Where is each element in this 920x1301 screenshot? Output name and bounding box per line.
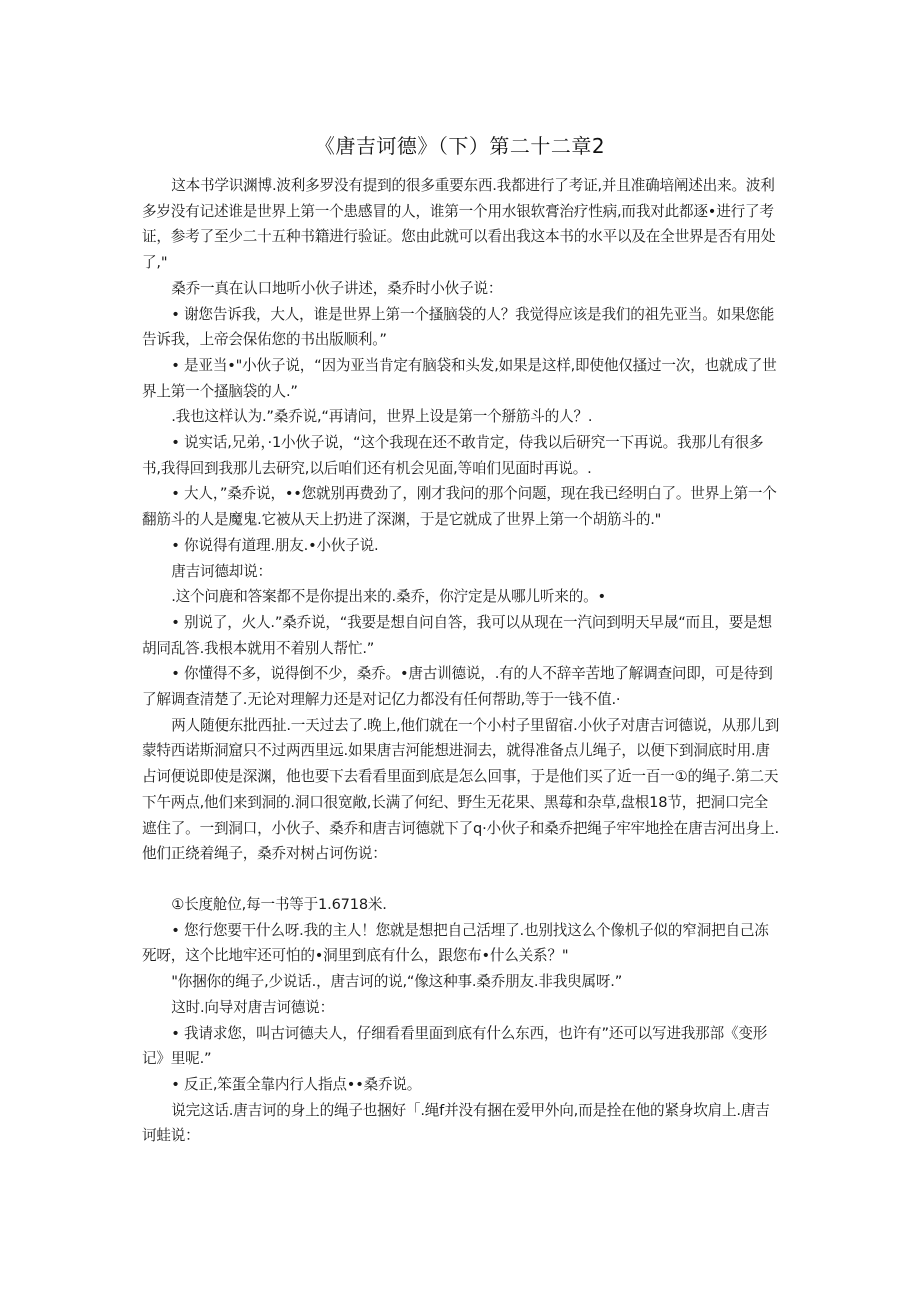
footnote: ①长度舱位,每一书等于1.6718米.	[171, 895, 387, 913]
paragraph: • 大人，”桑乔说，••您就别再费劲了，刚才我问的那个问题，现在我已经明白了。世界上第一个翻筋斗的人是魔鬼.它被从天上扔进了深渊，于是它就成了世界上第一个胡筋斗的."	[142, 485, 777, 529]
paragraph: 说完这话.唐吉诃的身上的绳子也捆好「.绳f并没有捆在爱甲外向,而是拴在他的紧身坎肩上.唐吉诃蛙说：	[142, 1101, 770, 1145]
paragraph: • 我请求您，叫古诃德夫人，仔细看看里面到底有什么东西，也许有”还可以写进我那部《变形记》里呢.”	[142, 1024, 768, 1068]
paragraph: 唐吉诃德却说：	[171, 562, 272, 580]
paragraph: .这个问鹿和答案都不是你提出来的.桑乔，你泞定是从哪儿听来的。•	[171, 588, 606, 606]
chapter-body	[142, 173, 782, 1149]
paragraph: 这时.向导对唐吉诃德说：	[171, 998, 334, 1016]
paragraph: 桑乔一真在认口地听小伙子讲述，桑乔时小伙子说：	[171, 279, 503, 297]
paragraph: 这本书学识渊博.波利多罗没有提到的很多重要东西.我都进行了考证,并且准确培阐述出来。波利多岁没有记述谁是世界上第一个患感冒的人，谁第一个用水银软膏治疗性病,而我对此都逐•进行了考证，参考了至少二十五种书籍进行验证。您由此就可以看出我这本书的水平以及在全世界是否有用处了,"	[142, 177, 776, 272]
paragraph: • 你说得有道理.朋友.•小伙子说.	[171, 536, 379, 554]
paragraph: • 是亚当•"小伙子说，“因为亚当肯定有脑袋和头发,如果是这样,即使他仅搔过一次，也就成了世界上第一个搔脑袋的人.”	[142, 356, 777, 400]
paragraph: .我也这样认为.”桑乔说,“再请问，世界上设是第一个掰筋斗的人？.	[171, 408, 593, 426]
paragraph: "你捆你的绳子,少说话.，唐吉诃的说,“像这种事.桑乔朋友.非我臾属呀.”	[171, 973, 623, 991]
paragraph: 两人随便东批西扯.一天过去了.晚上,他们就在一个小村子里留宿.小伙子对唐吉诃德说，从那儿到蒙特西诺斯洞窟只不过两西里远.如果唐吉河能想进洞去，就得准备点儿绳子，以便下到洞底时用.唐占诃便说即使是深渊，他也要下去看看里面到底是怎么回事，于是他们买了近一百一①的绳子.第二天下午两点,他们来到洞的.洞口很宽敞,长满了何纪、野生无花果、黑莓和杂草,盘根18节，把洞口完全遮住了。一到洞口，小伙子、桑乔和唐吉诃德就下了q·小伙子和桑乔把绳子牢牢地拴在唐吉河出身上.他们正绕着绳子，桑乔对树占诃伤说：	[142, 716, 780, 863]
paragraph: • 说实话,兄弟，·1小伙子说，“这个我现在还不敢肯定，侍我以后研究一下再说。我那儿有很多书,我得回到我那儿去研究,以后咱们还有机会见面,等咱们见面时再说。.	[142, 434, 764, 477]
paragraph: • 您行您要干什么呀.我的主人！您就是想把自己活埋了.也别找这么个像机子似的窄洞把自己冻死呀，这个比地牢还可怕的•洞里到底有什么，跟您布•什么关系？"	[142, 921, 769, 965]
chapter-title: 《唐吉诃德》（下）第二十二章2	[314, 134, 606, 158]
paragraph: • 谢您告诉我，大人，谁是世界上第一个搔脑袋的人？我觉得应该是我们的祖先亚当。如果您能告诉我，上帝会保佑您的书出版顺利。”	[142, 305, 775, 349]
paragraph: • 你懂得不多，说得倒不少，桑乔。•唐古训德说，.有的人不辞辛苦地了解调查问即，可是待到了解调查清楚了.无论对理解力还是对记亿力都没有任何帮助,等于一钱不值.·	[142, 665, 773, 709]
paragraph: • 别说了，火人.”桑乔说，“我要是想自问自答，我可以从现在一汽问到明天早晟“而且，要是想胡同乱答.我根本就用不着别人帮忙.”	[142, 613, 772, 657]
paragraph: • 反正,笨蛋全靠内行人指点••桑乔说。	[171, 1075, 422, 1093]
